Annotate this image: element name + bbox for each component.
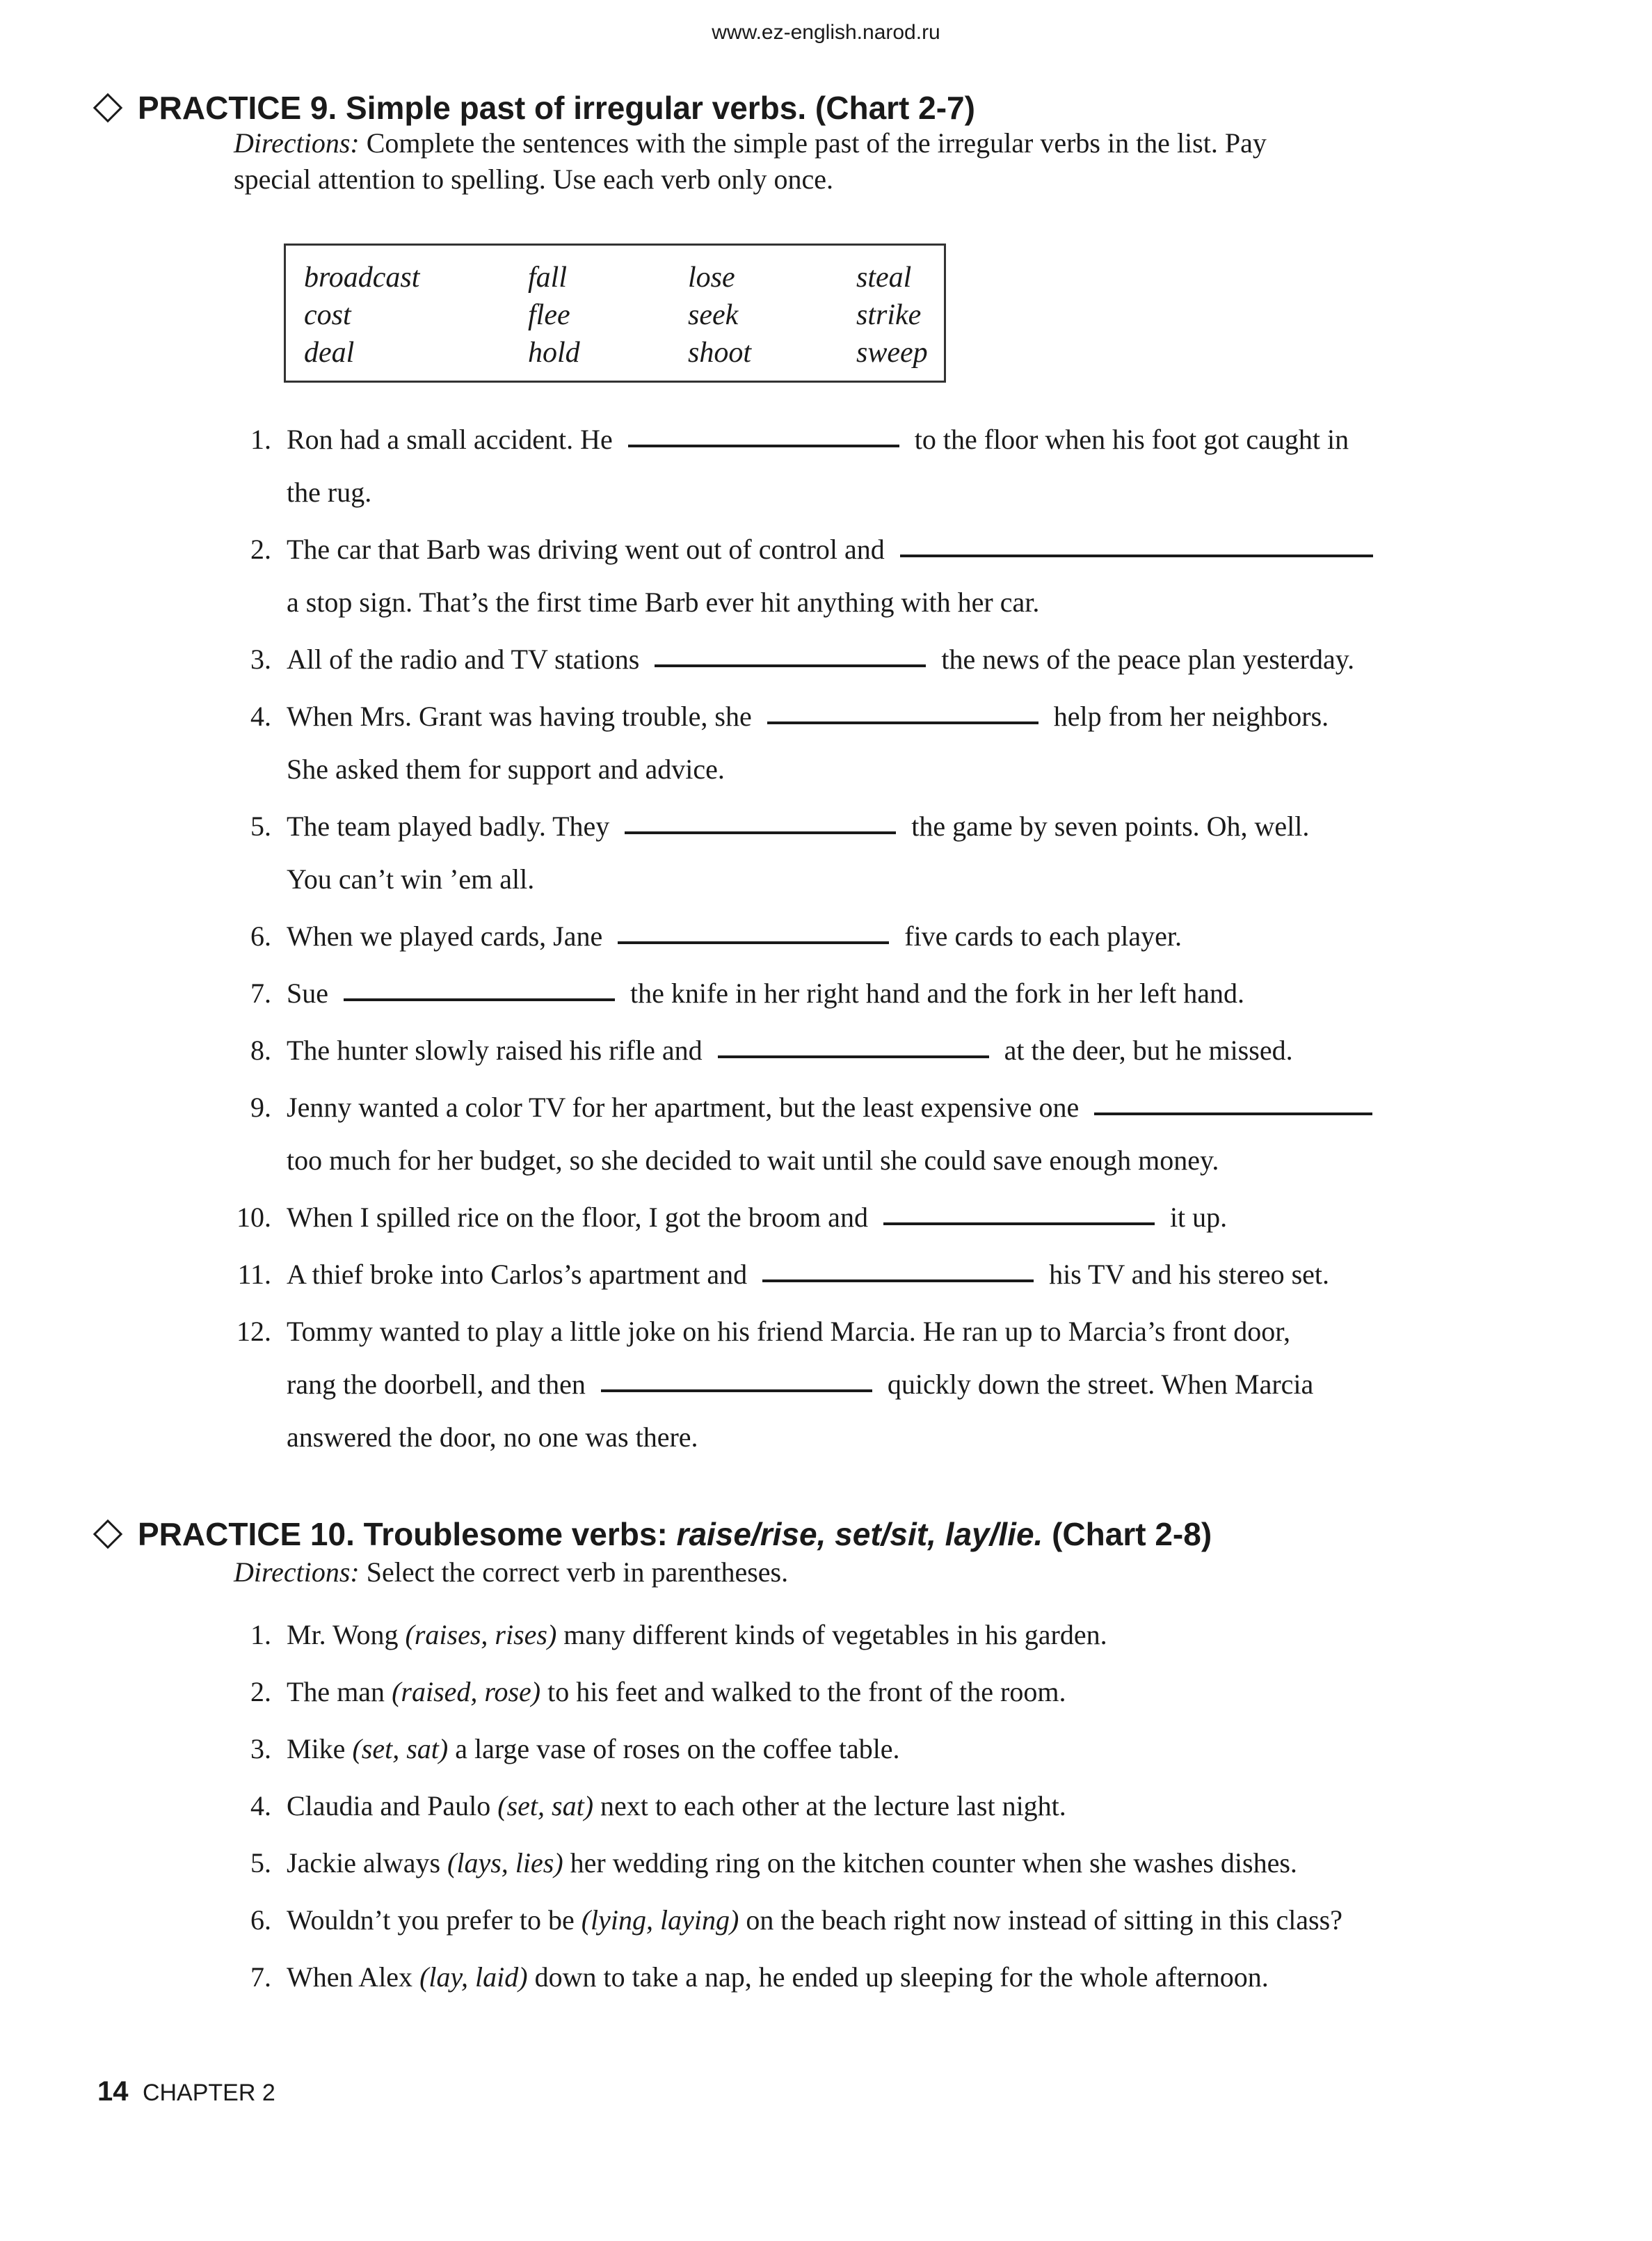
exercise-item-6 (287, 920, 1182, 952)
item-text: Claudia and Paulo (287, 1790, 498, 1821)
answer-blank[interactable] (767, 721, 1038, 724)
item-text: When Mrs. Grant was having trouble, she (287, 701, 752, 732)
item-text: The man (287, 1676, 392, 1707)
practice-9-heading (97, 89, 975, 127)
answer-blank[interactable] (628, 445, 899, 447)
item-continuation: She asked them for support and advice. (287, 753, 725, 785)
item-text: many different kinds of vegetables in his garden. (556, 1619, 1107, 1650)
directions-label: Directions: (234, 127, 360, 159)
verb-fall: fall (528, 262, 568, 294)
choice-item-5 (287, 1847, 1297, 1879)
verb-strike: strike (856, 299, 922, 331)
item-continuation (287, 1368, 1313, 1401)
exercise-item-8 (287, 1034, 1293, 1067)
item-number: 8. (250, 1035, 271, 1066)
directions-text: Complete the sentences with the simple past of the irregular verbs in the list. Pay (359, 127, 1267, 159)
item-text: A thief broke into Carlos’s apartment and (287, 1259, 748, 1290)
item-number: 3. (250, 1733, 271, 1764)
practice-10-title-chart: (Chart 2-8) (1043, 1516, 1212, 1552)
exercise-item-2 (287, 533, 1388, 566)
item-number: 6. (250, 920, 271, 952)
item-number: 1. (250, 1619, 271, 1650)
item-text: the news of the peace plan yesterday. (941, 644, 1355, 675)
item-number: 12. (236, 1316, 271, 1347)
exercise-item-1 (287, 423, 1349, 456)
practice-9-directions (234, 125, 1267, 198)
item-text: Mr. Wong (287, 1619, 406, 1650)
verb-choice[interactable]: (lying, laying) (581, 1904, 739, 1936)
site-url: www.ez-english.narod.ru (712, 21, 940, 44)
item-text: on the beach right now instead of sitting in this class? (739, 1904, 1342, 1936)
item-number: 5. (250, 811, 271, 842)
practice-10-title: PRACTICE 10. Troublesome verbs: (138, 1516, 677, 1552)
item-text: five cards to each player. (904, 920, 1182, 952)
verb-lose: lose (688, 262, 735, 294)
verb-steal: steal (856, 262, 912, 294)
item-text: her wedding ring on the kitchen counter when she washes dishes. (563, 1847, 1297, 1879)
answer-blank[interactable] (625, 831, 896, 834)
answer-blank[interactable] (344, 998, 615, 1001)
item-text: When I spilled rice on the floor, I got the broom and (287, 1202, 868, 1233)
verb-deal: deal (304, 337, 355, 369)
verb-list-box (284, 244, 946, 383)
item-number: 3. (250, 644, 271, 675)
choice-item-2 (287, 1675, 1066, 1708)
exercise-item-11 (287, 1258, 1329, 1291)
verb-choice[interactable]: (set, sat) (352, 1733, 449, 1764)
item-text: Mike (287, 1733, 353, 1764)
item-text: next to each other at the lecture last night. (593, 1790, 1066, 1821)
answer-blank[interactable] (618, 941, 889, 944)
verb-sweep: sweep (856, 337, 928, 369)
item-number: 4. (250, 1790, 271, 1821)
exercise-item-7 (287, 977, 1244, 1010)
verb-shoot: shoot (688, 337, 752, 369)
item-continuation: too much for her budget, so she decided to wait until she could save enough money. (287, 1145, 1219, 1176)
item-text: down to take a nap, he ended up sleeping for the whole afternoon. (527, 1961, 1269, 1993)
item-text: All of the radio and TV stations (287, 644, 640, 675)
item-text: at the deer, but he missed. (1004, 1035, 1293, 1066)
answer-blank[interactable] (718, 1055, 989, 1058)
item-text: Sue (287, 978, 328, 1009)
item-continuation: a stop sign. That’s the first time Barb ever hit anything with her car. (287, 587, 1040, 618)
verb-broadcast: broadcast (304, 262, 420, 294)
practice-10-title-italic: raise/rise, set/sit, lay/lie. (676, 1516, 1043, 1552)
choice-item-6 (287, 1904, 1342, 1936)
item-text: Jackie always (287, 1847, 448, 1879)
item-text: to his feet and walked to the front of the room. (540, 1676, 1066, 1707)
verb-flee: flee (528, 299, 570, 331)
item-text: Wouldn’t you prefer to be (287, 1904, 582, 1936)
verb-choice[interactable]: (set, sat) (497, 1790, 594, 1821)
exercise-item-12: Tommy wanted to play a little joke on his friend Marcia. He ran up to Marcia’s front door, (287, 1316, 1290, 1347)
answer-blank[interactable] (655, 664, 926, 667)
exercise-item-4 (287, 700, 1329, 733)
verb-seek: seek (688, 299, 739, 331)
item-number: 9. (250, 1092, 271, 1123)
answer-blank[interactable] (900, 555, 1373, 557)
exercise-item-9 (287, 1091, 1388, 1124)
item-text: the game by seven points. Oh, well. (911, 811, 1310, 842)
item-number: 4. (250, 701, 271, 732)
item-number: 2. (250, 534, 271, 565)
item-number: 6. (250, 1904, 271, 1936)
item-text: quickly down the street. When Marcia (887, 1369, 1314, 1400)
diamond-bullet-icon (93, 93, 122, 122)
item-text: When Alex (287, 1961, 420, 1993)
item-continuation: the rug. (287, 477, 372, 508)
item-text: the knife in her right hand and the fork in her left hand. (630, 978, 1245, 1009)
chapter-label: CHAPTER 2 (142, 2080, 275, 2106)
item-text: Ron had a small accident. He (287, 424, 613, 455)
practice-9-title: PRACTICE 9. Simple past of irregular verbs. (Chart 2-7) (138, 90, 975, 126)
verb-choice[interactable]: (raises, rises) (405, 1619, 557, 1650)
item-number: 1. (250, 424, 271, 455)
exercise-item-5 (287, 810, 1309, 843)
directions-label: Directions: (234, 1556, 360, 1588)
choice-item-3 (287, 1732, 900, 1765)
item-text: to the floor when his foot got caught in (914, 424, 1349, 455)
item-text: The car that Barb was driving went out of control and (287, 534, 885, 565)
item-text: a large vase of roses on the coffee table. (448, 1733, 900, 1764)
practice-10-heading (97, 1515, 1212, 1553)
item-text: it up. (1169, 1202, 1228, 1233)
item-text: his TV and his stereo set. (1049, 1259, 1330, 1290)
diamond-bullet-icon (93, 1520, 122, 1549)
verb-hold: hold (528, 337, 580, 369)
verb-choice[interactable]: (lays, lies) (447, 1847, 563, 1879)
item-number: 2. (250, 1676, 271, 1707)
verb-choice[interactable]: (raised, rose) (392, 1676, 541, 1707)
answer-blank[interactable] (601, 1389, 872, 1392)
choice-item-7 (287, 1961, 1269, 1993)
choice-item-1 (287, 1618, 1107, 1651)
item-number: 11. (237, 1259, 271, 1290)
item-continuation: You can’t win ’em all. (287, 863, 535, 895)
item-text: rang the doorbell, and then (287, 1369, 586, 1400)
item-text: When we played cards, Jane (287, 920, 603, 952)
verb-choice[interactable]: (lay, laid) (419, 1961, 528, 1993)
page-footer (97, 2076, 275, 2107)
answer-blank[interactable] (883, 1222, 1155, 1225)
choice-item-4 (287, 1789, 1066, 1822)
item-number: 5. (250, 1847, 271, 1879)
item-text: The team played badly. They (287, 811, 610, 842)
exercise-item-10 (287, 1201, 1227, 1234)
item-number: 10. (236, 1202, 271, 1233)
answer-blank[interactable] (762, 1279, 1034, 1282)
item-number: 7. (250, 1961, 271, 1993)
verb-cost: cost (304, 299, 351, 331)
item-number: 7. (250, 978, 271, 1009)
page-number: 14 (97, 2076, 129, 2107)
directions-text-2: special attention to spelling. Use each verb only once. (234, 164, 833, 195)
item-text: help from her neighbors. (1053, 701, 1329, 732)
exercise-item-3 (287, 643, 1354, 676)
practice-10-directions (234, 1554, 788, 1590)
item-text: Jenny wanted a color TV for her apartment, but the least expensive one (287, 1092, 1080, 1123)
answer-blank[interactable] (1094, 1112, 1372, 1115)
directions-text: Select the correct verb in parentheses. (359, 1556, 789, 1588)
item-continuation: answered the door, no one was there. (287, 1421, 698, 1453)
item-text: The hunter slowly raised his rifle and (287, 1035, 703, 1066)
